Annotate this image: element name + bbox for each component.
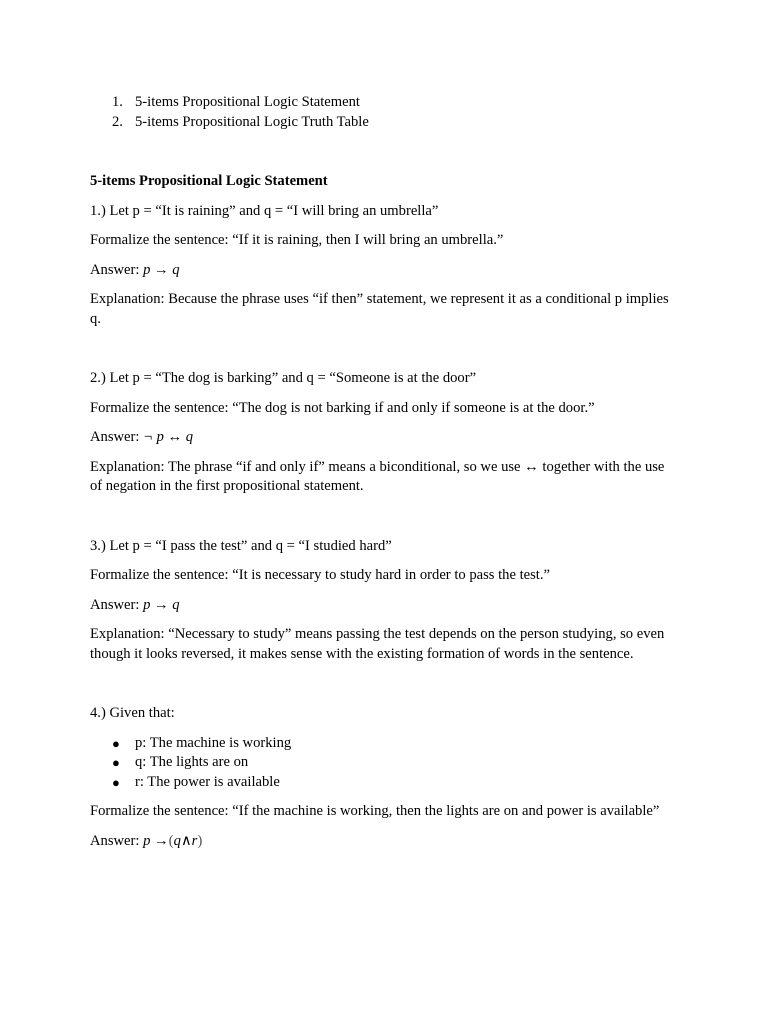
toc-item — [90, 93, 670, 113]
answer-label: Answer: — [90, 429, 140, 445]
q2-answer — [90, 428, 670, 448]
q2-formalize: Formalize the sentence: “The dog is not barking if and only if someone is at the door.” — [90, 399, 595, 416]
toc-text: 5-items Propositional Logic Truth Table — [135, 113, 369, 130]
q1-answer — [90, 261, 670, 281]
q3-answer — [90, 596, 670, 616]
answer-formula-p: p → — [143, 832, 169, 849]
q1-explanation: Explanation: Because the phrase uses “if then” statement, we represent it as a conditional p implies q. — [90, 291, 669, 327]
q3-formalize: Formalize the sentence: “It is necessary to study hard in order to pass the test.” — [90, 567, 550, 583]
toc-number: 2. — [112, 113, 123, 130]
open-paren: ( — [168, 832, 174, 849]
list-item — [90, 753, 670, 773]
q4-variable-list — [90, 734, 670, 793]
answer-formula: ¬ p ↔ q — [143, 429, 194, 445]
toc-number: 1. — [112, 94, 123, 110]
list-item — [90, 734, 670, 754]
answer-formula: p → q — [143, 596, 180, 613]
q1-formalize: Formalize the sentence: “If it is raining, then I will bring an umbrella.” — [90, 232, 504, 248]
bullet-icon: ● — [112, 755, 120, 770]
answer-label: Answer: — [90, 832, 140, 849]
table-of-contents — [90, 93, 670, 132]
list-item — [90, 773, 670, 793]
q2-let: 2.) Let p = “The dog is barking” and q = “Someone is at the door” — [90, 370, 477, 386]
q4-given: 4.) Given that: — [90, 705, 175, 721]
answer-formula: p → q — [143, 261, 180, 278]
document-page — [90, 93, 670, 851]
q1-let: 1.) Let p = “It is raining” and q = “I will bring an umbrella” — [90, 202, 439, 219]
answer-label: Answer: — [90, 596, 140, 613]
toc-text: 5-items Propositional Logic Statement — [135, 94, 360, 110]
list-item-text: q: The lights are on — [135, 754, 249, 770]
q3-explanation: Explanation: “Necessary to study” means passing the test depends on the person studying, so even though it looks reversed, it makes sense with the existing formation of words in the sentence. — [90, 626, 665, 662]
section-heading: 5-items Propositional Logic Statement — [90, 173, 328, 189]
q3-let: 3.) Let p = “I pass the test” and q = “I studied hard” — [90, 537, 392, 554]
q4-answer — [90, 832, 670, 852]
toc-item — [90, 113, 670, 133]
q2-explanation: Explanation: The phrase “if and only if” means a biconditional, so we use ↔ together with the use of negation in the first propositional statement. — [90, 458, 665, 494]
close-paren: ) — [197, 832, 203, 849]
list-item-text: p: The machine is working — [135, 734, 292, 751]
bullet-icon: ● — [112, 774, 120, 790]
q4-formalize: Formalize the sentence: “If the machine is working, then the lights are on and power is available” — [90, 803, 660, 819]
bullet-icon: ● — [112, 735, 120, 751]
answer-formula-inner: q∧r — [173, 832, 198, 849]
answer-label: Answer: — [90, 261, 140, 278]
list-item-text: r: The power is available — [135, 773, 280, 790]
